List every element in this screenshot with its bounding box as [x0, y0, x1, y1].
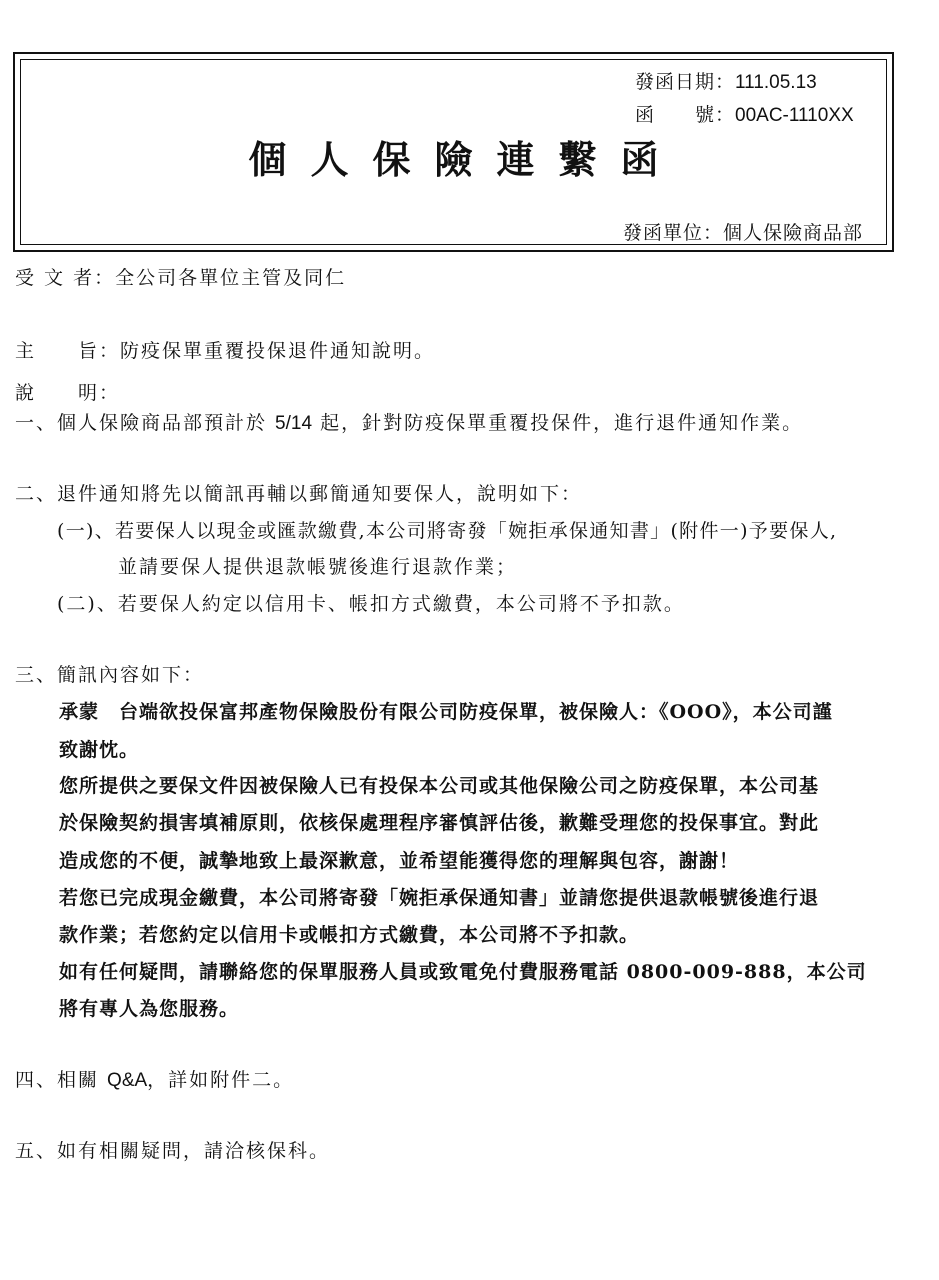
sms-line-7: 款作業；若您約定以信用卡或帳扣方式繳費，本公司將不予扣款。 — [59, 924, 640, 946]
item-5: 五、如有相關疑問，請洽核保科。 — [15, 1140, 331, 1162]
issuing-unit: 發函單位：個人保險商品部 — [623, 222, 864, 244]
item-2-sub-2: (二)、若要保人約定以信用卡、帳扣方式繳費，本公司將不予扣款。 — [57, 593, 685, 615]
item-4-prefix: 四、相關 — [15, 1069, 108, 1091]
sms-line-8: 如有任何疑問，請聯絡您的保單服務人員或致電免付費服務電話 0800-009-888，本公司 — [59, 961, 867, 983]
sms-line-3: 您所提供之要保文件因被保險人已有投保本公司或其他保險公司之防疫保單，本公司基 — [59, 775, 820, 797]
sms-line-4: 於保險契約損害填補原則，依核保處理程序審慎評估後，歉難受理您的投保事宜。對此 — [59, 812, 820, 834]
issue-date — [635, 67, 817, 94]
letter-number — [635, 100, 854, 127]
item-1-prefix: 一、個人保險商品部預計於 — [15, 412, 276, 434]
item-4-suffix: ，詳如附件二。 — [147, 1069, 295, 1091]
sms-line-5: 造成您的不便，誠摯地致上最深歉意，並希望能獲得您的理解與包容，謝謝！ — [59, 850, 740, 872]
item-4 — [15, 1065, 294, 1092]
sms-line-1: 承蒙 台端欲投保富邦產物保險股份有限公司防疫保單，被保險人：《OOO》，本公司謹 — [59, 701, 833, 723]
issue-date-label: 發函日期： — [635, 71, 736, 93]
sms-line-9: 將有專人為您服務。 — [59, 998, 240, 1020]
letter-number-label: 函 號： — [635, 104, 736, 126]
letter-number-value: 00AC-1110XX — [735, 105, 854, 126]
item-1-suffix: 起，針對防疫保單重覆投保件，進行退件通知作業。 — [312, 412, 804, 434]
item-2-sub-1-line-1: (一)、若要保人以現金或匯款繳費,本公司將寄發「婉拒承保通知書」(附件一)予要保人, — [57, 520, 838, 542]
document-title: 個人保險連繫函 — [248, 137, 683, 182]
item-2-intro: 二、退件通知將先以簡訊再輔以郵簡通知要保人，說明如下： — [15, 483, 583, 505]
item-1-date: 5/14 — [275, 413, 313, 434]
sms-line-6: 若您已完成現金繳費，本公司將寄發「婉拒承保通知書」並請您提供退款帳號後進行退 — [59, 887, 820, 909]
issue-date-value: 111.05.13 — [735, 72, 817, 93]
subject-line: 主 旨：防疫保單重覆投保退件通知說明。 — [15, 340, 436, 362]
item-3-intro: 三、簡訊內容如下： — [15, 664, 205, 686]
sms-line-2: 致謝忱。 — [59, 739, 140, 761]
explanation-label: 說 明： — [15, 382, 121, 404]
letter-header-box — [13, 52, 894, 252]
item-4-qa: Q&A — [107, 1070, 148, 1091]
recipient-line: 受 文 者：全公司各單位主管及同仁 — [15, 267, 347, 289]
item-2-sub-1-line-2: 並請要保人提供退款帳號後進行退款作業； — [118, 556, 518, 578]
item-1 — [15, 408, 803, 435]
